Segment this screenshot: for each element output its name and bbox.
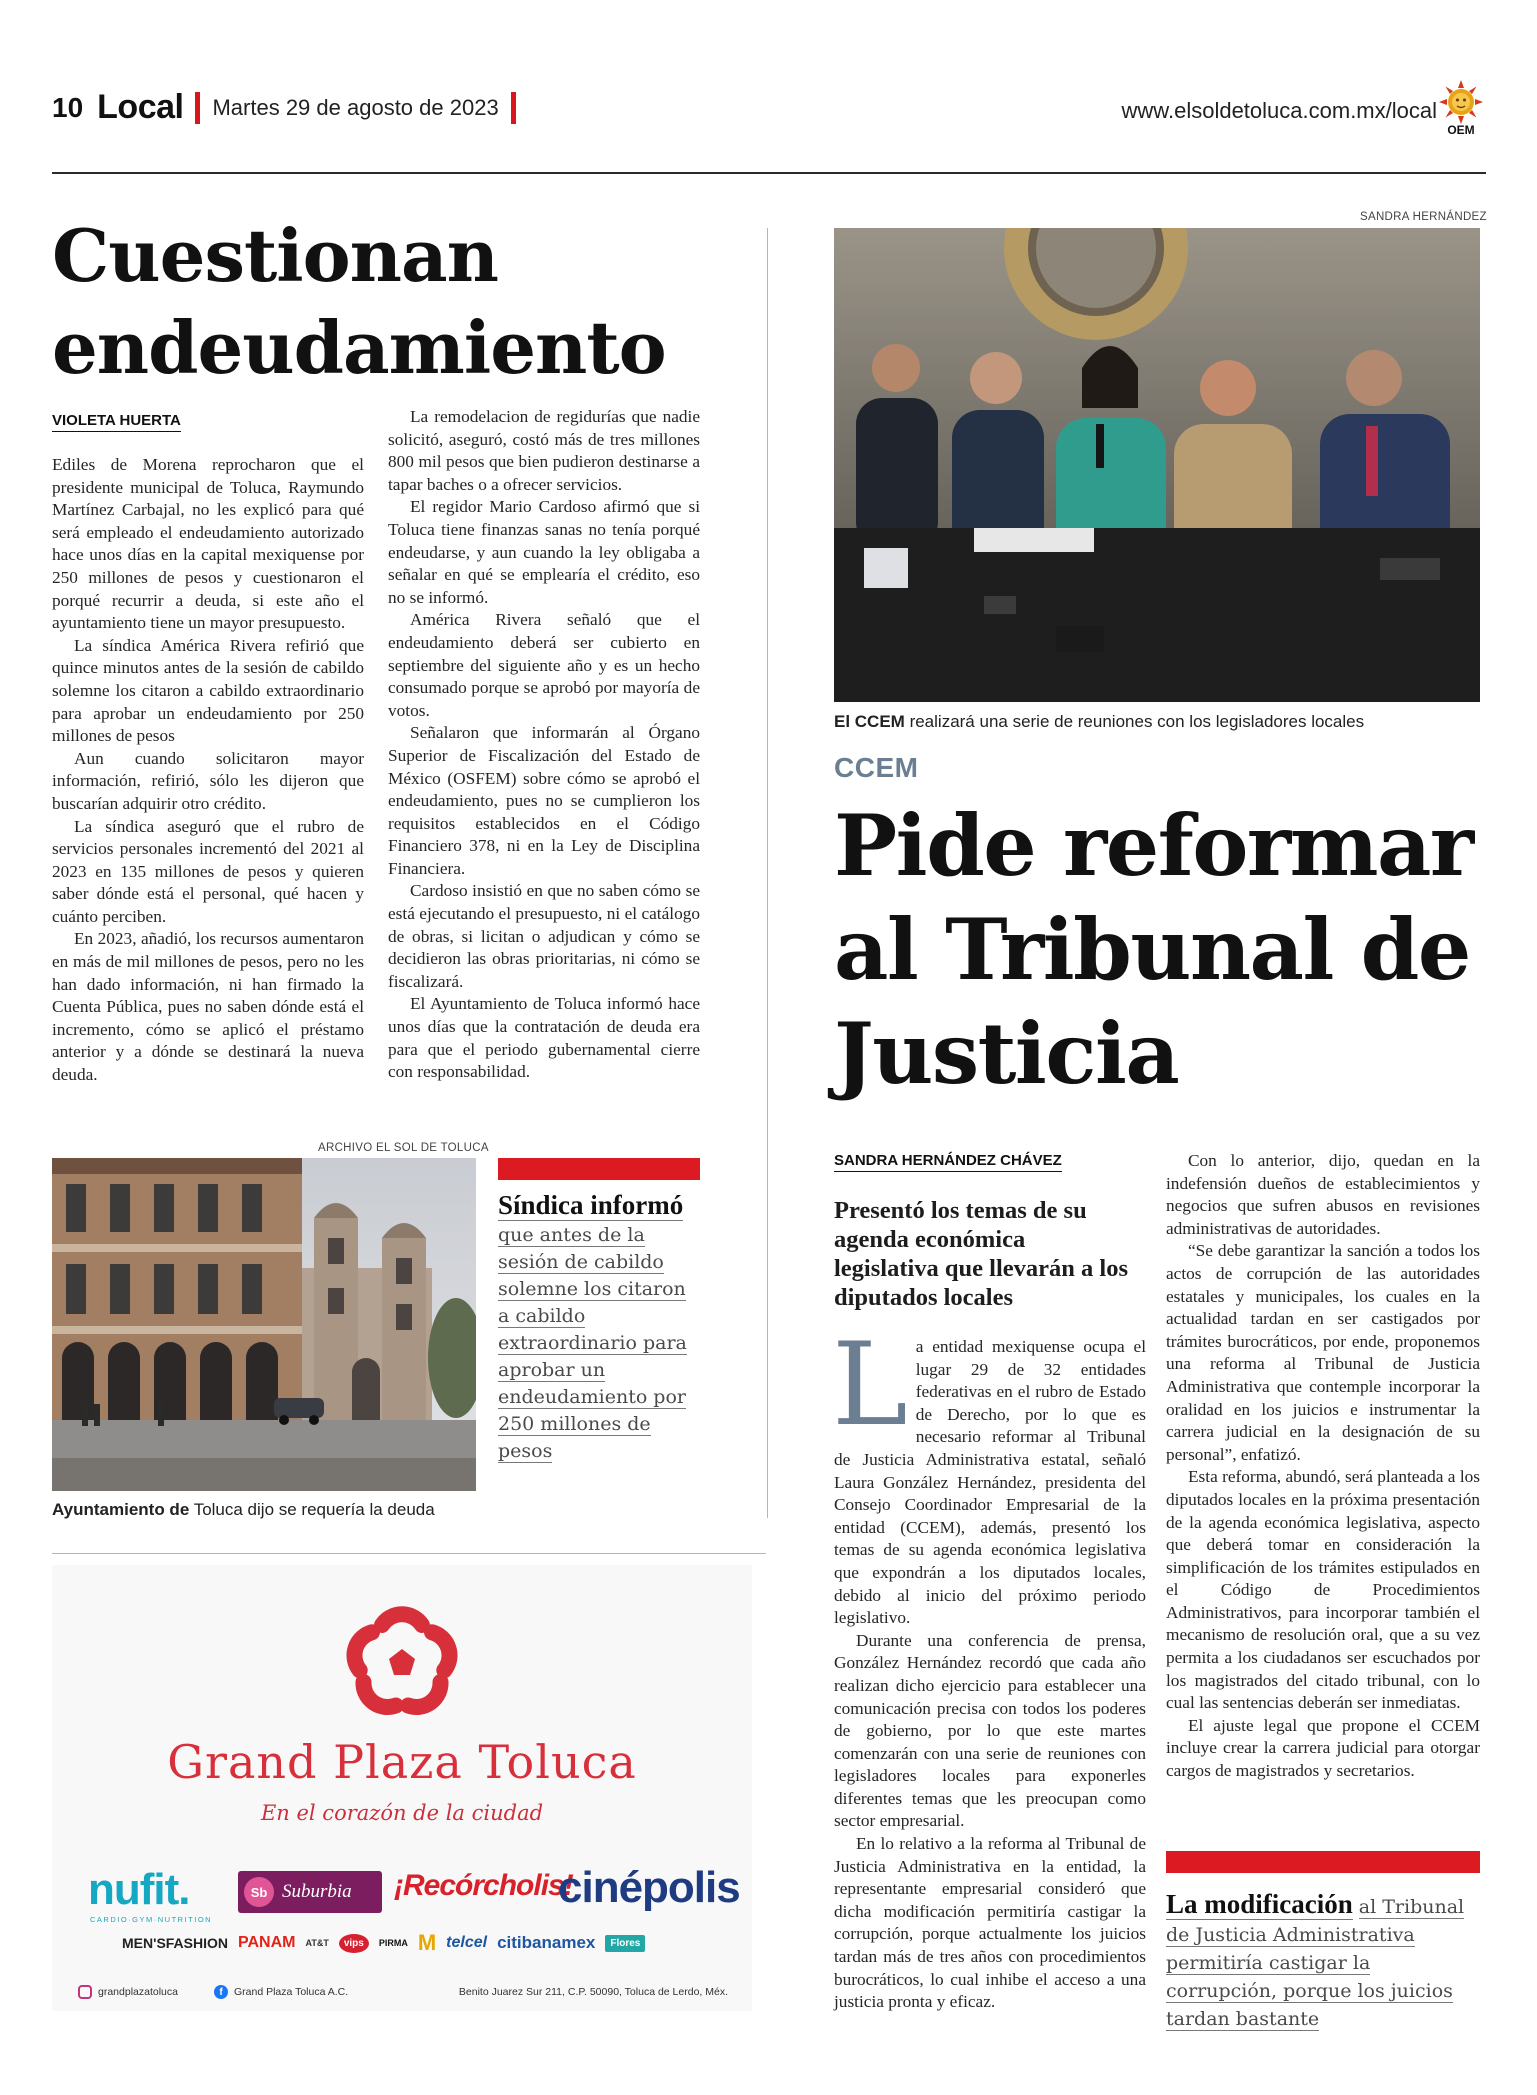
facebook-icon: f xyxy=(214,1985,228,1999)
photo-caption-right xyxy=(834,712,1364,732)
ad-brand-row xyxy=(88,1863,740,1924)
city-hall-photo xyxy=(52,1158,476,1491)
page-number: 10 xyxy=(52,91,84,123)
flower-logo-icon xyxy=(339,1599,465,1723)
pullquote-right xyxy=(1166,1890,1480,2033)
paragraph: Durante una conferencia de prensa, González Hernández recordó que cada año realizan dicho ejercicio para establecer una comunicación precisa con todos los poderes de gobierno, por lo que este martes comenzarán con una serie de reuniones con legisladores locales para exponerles diferentes temas que les preocupan como sector empresarial. xyxy=(834,1630,1146,1831)
caption-text: realizará una serie de reuniones con los legisladores locales xyxy=(904,712,1365,731)
press-conference-photo xyxy=(834,228,1480,702)
pullquote-text: al Tribunal de Justicia Administrativa permitiría castigar la corrupción, porque los juicios tardan bastante xyxy=(1166,1896,1465,2030)
article-right-column-1 xyxy=(832,1318,1146,2014)
drop-cap: L xyxy=(832,1318,908,1451)
ad-separator xyxy=(52,1553,766,1554)
paragraph: Con lo anterior, dijo, quedan en la indefensión dueños de establecimientos y negocios que sufren abusos en revisiones administrativas de autoridades. xyxy=(1166,1151,1480,1238)
paragraph: El regidor Mario Cardoso afirmó que si Toluca tiene finanzas sanas no tenía porqué endeudarse, y aun cuando la ley obligaba a señalar en qué se emplearía el crédito, eso no se informó. xyxy=(388,497,700,607)
article-left-column-1 xyxy=(52,454,364,1087)
grand-plaza-ad[interactable] xyxy=(52,1565,752,2011)
header-rule xyxy=(52,172,1486,174)
mensfashion-logo: MEN'SFASHION xyxy=(122,1935,229,1951)
facebook-handle[interactable]: Grand Plaza Toluca A.C. xyxy=(233,1986,349,1998)
header-divider xyxy=(195,92,200,124)
caption-text: Toluca dijo se requería la deuda xyxy=(189,1500,435,1519)
suburbia-logo xyxy=(238,1871,382,1913)
kicker: CCEM xyxy=(834,752,919,783)
ad-tagline: En el corazón de la ciudad xyxy=(260,1801,544,1825)
pullquote-lead: Síndica informó xyxy=(498,1190,684,1220)
pullquote-left xyxy=(498,1192,698,1465)
oem-logo-text: OEM xyxy=(1447,123,1475,136)
photo-caption-left xyxy=(52,1500,435,1520)
deck: Presentó los temas de su agenda económica legislativa que llevarán a los diputados locales xyxy=(834,1197,1128,1311)
nufit-subtitle: CARDIO·GYM·NUTRITION xyxy=(90,1915,213,1924)
paragraph-text: a entidad mexiquense ocupa el lugar 29 de 32 entidades federativas en el rubro de Estado de Derecho, por lo que es necesario reformar al Tribunal de Justicia Administrativa estatal, señaló Laura González Hernández, presidenta del Consejo Coordinador Empresarial de la entidad (CCEM), además, presentó los temas de su agenda económica legislativa que expondrán a los diputados locales, debido al inicio del próximo periodo legislativo. xyxy=(834,1337,1146,1628)
oem-sun-logo xyxy=(1436,78,1486,136)
instagram-handle[interactable]: grandplazatoluca xyxy=(98,1986,178,1998)
article-right-column-2 xyxy=(1166,1150,1480,1783)
photo-credit-right: SANDRA HERNÁNDEZ xyxy=(1360,211,1487,223)
site-url[interactable]: www.elsoldetoluca.com.mx/local xyxy=(1121,98,1437,123)
telcel-logo: telcel xyxy=(446,1934,488,1951)
column-separator xyxy=(767,228,768,1518)
pullquote-bar xyxy=(498,1158,700,1180)
instagram-icon xyxy=(78,1985,92,1999)
issue-date: Martes 29 de agosto de 2023 xyxy=(212,94,499,120)
att-logo: AT&T xyxy=(305,1938,329,1948)
paragraph: Ediles de Morena reprocharon que el presidente municipal de Toluca, Raymundo Martínez Carbajal, no les explicó para qué será empleado el endeudamiento autorizado hace unos días en la capital mexiquense por 250 millones de pesos y cuestionaron el porqué recurrir a deuda, si este año el ayuntamiento tiene un mayor presupuesto. xyxy=(52,455,364,633)
paragraph: América Rivera señaló que el endeudamiento deberá ser cubierto en septiembre del siguiente año y es un hecho consumado porque se aprobó por mayoría de votos. xyxy=(388,610,700,720)
suburbia-mark: Sb xyxy=(244,1877,274,1907)
ad-brand-row-2 xyxy=(122,1929,722,1957)
page-header xyxy=(52,88,528,127)
paragraph: El ajuste legal que propone el CCEM incluye crear la carrera judicial para otorgar cargos de magistrados y secretarios. xyxy=(1166,1715,1480,1781)
paragraph: La síndica América Rivera refirió que quince minutos antes de la sesión de cabildo solemne los citaron a cabildo extraordinario para aprobar un endeudamiento por 250 millones de pesos xyxy=(52,635,364,746)
headline-left: Cuestionan endeudamiento xyxy=(52,213,666,390)
mcdonalds-logo: M xyxy=(417,1930,437,1955)
headline-right: Pide reformar al Tribunal de Justicia xyxy=(834,796,1473,1103)
pullquote-text: que antes de la sesión de cabildo solemne los citaron a cabildo extraordinario para aprobar un endeudamiento por 250 millones de pesos xyxy=(498,1224,687,1462)
article-left-column-2 xyxy=(388,406,700,1084)
byline-right: SANDRA HERNÁNDEZ CHÁVEZ xyxy=(834,1152,1062,1172)
citibanamex-logo: citibanamex xyxy=(497,1933,596,1952)
pullquote-lead: La modificación xyxy=(1166,1889,1353,1919)
recorcholis-logo: ¡Recórcholis! xyxy=(394,1869,573,1902)
caption-lead: Ayuntamiento de xyxy=(52,1500,190,1519)
vips-logo: vips xyxy=(339,1934,369,1953)
paragraph: La síndica aseguró que el rubro de servicios personales incrementó del 2021 al 2023 en 135 millones de pesos y quieren saber dónde está el personal, qué hacen y cuánto perciben. xyxy=(52,816,364,926)
section-name[interactable]: Local xyxy=(97,88,184,126)
paragraph xyxy=(832,1318,1146,1630)
ad-title: Grand Plaza Toluca xyxy=(167,1735,637,1789)
caption-lead: El CCEM xyxy=(834,712,905,731)
paragraph: “Se debe garantizar la sanción a todos los actos de corrupción de las autoridades estatales y municipales, los cuales en la actualidad tardan en ser castigados por trámites burocráticos, por ende, proponemos una reforma al Tribunal de Justicia Administrativa que contemple incorporar la oralidad en los juicios e instrumentar la carrera judicial en la designación de su personal”, enfatizó. xyxy=(1166,1241,1480,1464)
paragraph: Esta reforma, abundó, será planteada a los diputados locales en la próxima presentación de la agenda económica legislativa, aspecto que deberá tomar en consideración la simplificación de los trámites estipulados en el Código de Procedimientos Administrativos, para incorporar también el mecanismo de resolución oral, que a su vez permita a los ciudadanos ser escuchados por los magistrados del citado tribunal, con lo cual las sentencias deberán ser inmediatas. xyxy=(1166,1467,1480,1713)
paragraph: En lo relativo a la reforma al Tribunal de Justicia Administrativa en la entidad, la representante empresarial consideró que dicha modificación permitiría castigar la corrupción, porque actualmente los juicios tardan más de tres años con procedimientos burocráticos, lo cual inhibe el acceso a una justicia pronta y eficaz. xyxy=(834,1834,1146,2012)
photo-credit-left: ARCHIVO EL SOL DE TOLUCA xyxy=(318,1142,489,1154)
cinepolis-logo: cinépolis xyxy=(558,1863,740,1912)
nufit-logo: nufit. xyxy=(88,1865,190,1914)
suburbia-text: Suburbia xyxy=(282,1881,352,1902)
paragraph: En 2023, añadió, los recursos aumentaron en más de mil millones de pesos, pero no les han dado información, ni han firmado la Cuenta Pública, pues no saben dónde está el incremento, cómo se aplicó el préstamo anterior y a dónde se destinará la nueva deuda. xyxy=(52,929,364,1085)
header-divider xyxy=(511,92,516,124)
byline-left: VIOLETA HUERTA xyxy=(52,412,181,432)
ad-address: Benito Juarez Sur 211, C.P. 50090, Toluca de Lerdo, Méx. xyxy=(458,1986,728,1998)
ad-footer xyxy=(78,1985,728,1999)
panam-logo: PANAM xyxy=(238,1934,296,1951)
paragraph: Señalaron que informarán al Órgano Superior de Fiscalización del Estado de México (OSFEM) sobre cómo se aprobó el endeudamiento, pues no se cumplieron los requisitos establecidos en el Código Financiero 378, ni en la Ley de Disciplina Financiera. xyxy=(388,723,700,878)
paragraph: Aun cuando solicitaron mayor información, refirió, sólo les dijeron que buscarían adquirir otro crédito. xyxy=(52,748,364,813)
pullquote-bar xyxy=(1166,1851,1480,1873)
paragraph: El Ayuntamiento de Toluca informó hace unos días que la contratación de deuda era para que el periodo gubernamental cierre con responsabilidad. xyxy=(388,994,700,1082)
paragraph: La remodelacion de regidurías que nadie solicitó, aseguró, costó más de tres millones 800 mil pesos que bien pudieron destinarse a tapar baches o a ofrecer servicios. xyxy=(388,407,700,494)
paragraph: Cardoso insistió en que no saben cómo se está ejecutando el presupuesto, ni el catálogo de obras, si licitan o adjudican y cómo se decidieron las obras prioritarias, ni cómo se fiscalizará. xyxy=(388,881,700,991)
pirma-logo: PIRMA xyxy=(378,1938,408,1948)
flores-logo: Flores xyxy=(605,1935,645,1952)
